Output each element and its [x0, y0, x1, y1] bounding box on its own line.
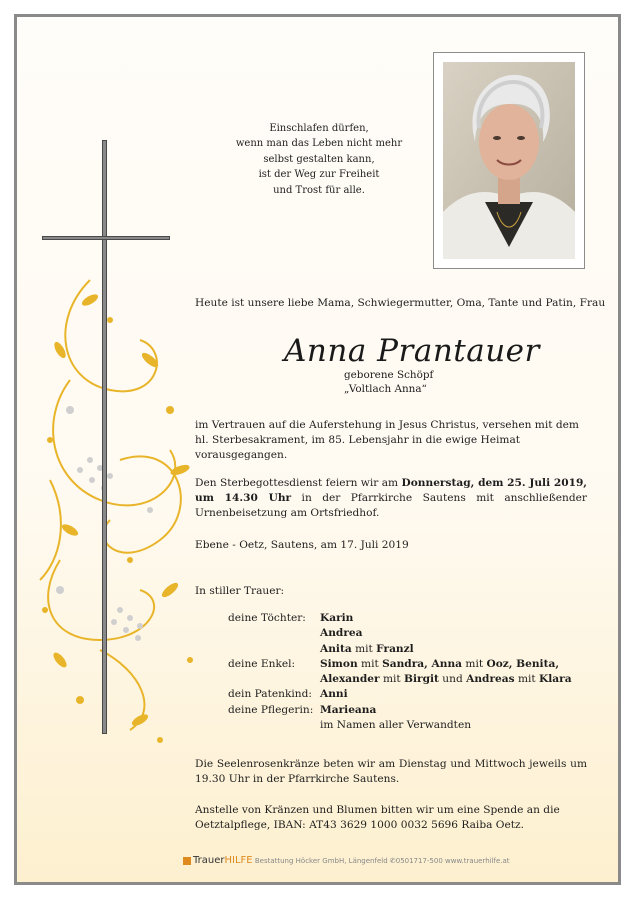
brand-name-accent: HILFE — [224, 855, 253, 866]
connector: mit — [514, 673, 540, 686]
donation-text: Anstelle von Kränzen und Blumen bitten wir um eine Spende an die Oetztalpflege, IBAN: AT43 3629 1000 0032 5696 Raiba Oetz. — [195, 804, 560, 831]
relative-name: Karin — [320, 612, 354, 624]
relation-label: deine Töchter: — [228, 612, 306, 624]
cross-icon — [40, 140, 180, 740]
connector: und — [438, 673, 467, 686]
relation-label: dein Patenkind: — [228, 688, 312, 701]
relative-name: Andrea — [320, 627, 363, 640]
relative-name: Anni — [320, 688, 348, 701]
portrait-image — [443, 62, 575, 259]
relative-names — [320, 657, 559, 672]
relative-name: Ooz, Benita, — [486, 657, 560, 670]
footer — [183, 855, 510, 866]
intro-text: Heute ist unsere liebe Mama, Schwiegermutter, Oma, Tante und Patin, Frau — [195, 297, 606, 309]
relative-name: Franzl — [376, 642, 414, 655]
place-date: Ebene - Oetz, Sautens, am 17. Juli 2019 — [195, 539, 409, 551]
quote-line: Einschlafen dürfen, — [269, 123, 369, 134]
logo-icon — [183, 857, 191, 865]
relative-name: Simon — [320, 657, 358, 670]
quote-line: wenn man das Leben nicht mehr — [235, 138, 403, 150]
nickname-text: „Voltlach Anna“ — [344, 383, 427, 395]
relative-names — [320, 642, 414, 657]
brand-name: Trauer — [193, 855, 225, 866]
relative-name: Anita — [320, 642, 352, 655]
relative-name: Birgit — [404, 673, 439, 686]
memorial-quote — [234, 121, 404, 198]
relative-name: Alexander — [320, 673, 380, 686]
relative-name: Klara — [539, 673, 572, 686]
footer-text: Bestattung Höcker GmbH, Längenfeld ✆0501717-500 www.trauerhilfe.at — [254, 857, 510, 865]
service-date: Donnerstag, dem 25. Juli 2019, um 14.30 Uhr — [195, 477, 587, 504]
relative-name: Andreas — [466, 673, 515, 686]
relative-name: Sandra, Anna — [382, 657, 463, 670]
service-text-a: Den Sterbegottesdienst feiern wir am — [195, 477, 402, 489]
relation-label: deine Pflegerin: — [228, 703, 314, 716]
death-notice-text: im Vertrauen auf die Auferstehung in Jesus Christus, versehen mit dem hl. Sterbesakrament, im 85. Lebensjahr in die ewige Heimat vorausgegangen. — [195, 419, 579, 461]
quote-line: selbst gestalten kann, — [263, 153, 375, 165]
portrait-photo — [433, 52, 585, 269]
relative-names — [320, 672, 572, 687]
service-text-c: in der Pfarrkirche Sautens mit anschließender Urnenbeisetzung am Ortsfriedhof. — [195, 492, 587, 519]
relatives-note: im Namen aller Verwandten — [320, 719, 472, 732]
connector: mit — [357, 657, 383, 670]
maiden-name-text: geborene Schöpf — [344, 369, 434, 381]
quote-line: und Trost für alle. — [273, 184, 365, 196]
quote-line: ist der Weg zur Freiheit — [258, 169, 380, 181]
connector: mit — [462, 657, 487, 670]
rosary-text: Die Seelenrosenkränze beten wir am Dienstag und Mittwoch jeweils um 19.30 Uhr in der Pfarrkirche Sautens. — [195, 758, 587, 785]
relative-name: Marieana — [320, 703, 377, 716]
funeral-service-text — [195, 476, 587, 521]
relation-label: deine Enkel: — [228, 657, 296, 670]
connector: mit — [351, 642, 377, 655]
deceased-name: Anna Prantauer — [284, 333, 540, 369]
mourning-heading: In stiller Trauer: — [195, 585, 285, 597]
connector: mit — [379, 673, 405, 686]
maiden-name — [344, 368, 433, 396]
